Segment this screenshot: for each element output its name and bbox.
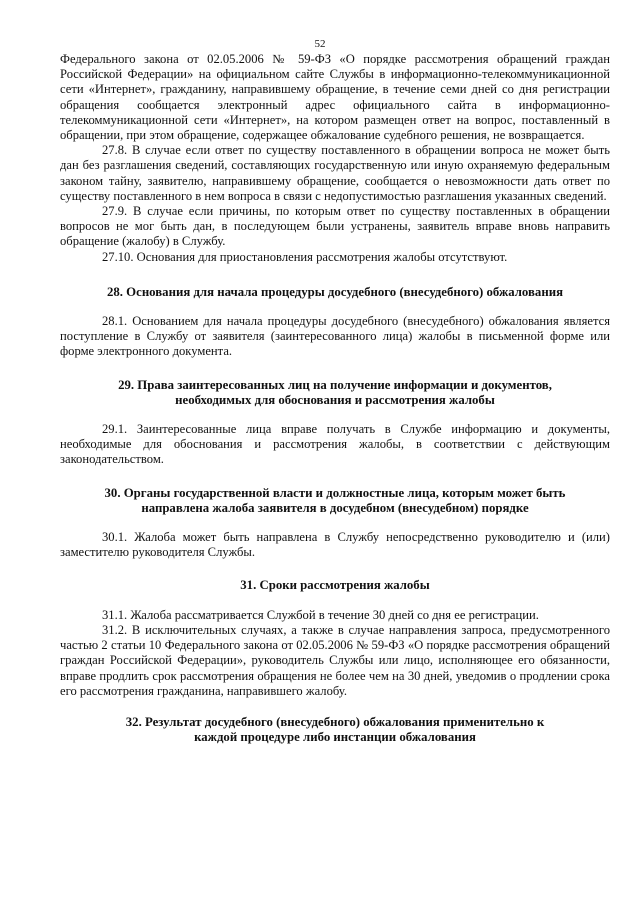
section-29-heading-line1: 29. Права заинтересованных лиц на получение информации и документов, [118,377,552,392]
section-30-heading-line2: направлена жалоба заявителя в досудебном (внесудебном) порядке [141,500,529,515]
paragraph-27-9: 27.9. В случае если причины, по которым ответ по существу поставленных в обращении вопросов не мог быть дан, в последующем были устранены, заявитель вправе вновь направить обращение (жалобу) в Службу. [60,204,610,249]
document-body [60,52,610,745]
page-number: 52 [314,38,326,50]
section-32-heading [60,715,610,745]
paragraph-27-8: 27.8. В случае если ответ по существу поставленного в обращении вопроса не может быть дан без разглашения сведений, составляющих государственную или иную охраняемую федеральным законом тайну, заявителю, направившему обращение, сообщается о невозможности дать ответ по существу поставленного в нем вопроса в связи с недопустимостью разглашения указанных сведений. [60,143,610,203]
section-29-heading-line2: необходимых для обоснования и рассмотрения жалобы [175,392,495,407]
section-30-heading-line1: 30. Органы государственной власти и должностные лица, которым может быть [104,485,566,500]
section-29-heading [60,378,610,408]
section-28-heading: 28. Основания для начала процедуры досудебного (внесудебного) обжалования [106,284,563,299]
intro-paragraph: Федерального закона от 02.05.2006 № 59-ФЗ «О порядке рассмотрения обращений граждан Российской Федерации» на официальном сайте Службы в информационно-телекоммуникационной сети «Интернет», гражданину, направившему обращение, в течение семи дней со дня регистрации обращения сообщается электронный адрес официального сайта в информационно-телекоммуникационной сети «Интернет», на котором размещен ответ на вопрос, поставленный в обращении, при этом обращение, содержащее обжалование судебного решения, не возвращается. [60,52,610,143]
section-30-heading [60,486,610,516]
section-32-heading-line2: каждой процедуре либо инстанции обжалования [194,730,476,745]
section-31-heading: 31. Сроки рассмотрения жалобы [240,578,430,593]
paragraph-31-2: 31.2. В исключительных случаях, а также в случае направления запроса, предусмотренного частью 2 статьи 10 Федерального закона от 02.05.2006 № 59-ФЗ «О порядке рассмотрения обращений граждан Российской Федерации», руководитель Службы или лицо, исполняющее его обязанности, вправе продлить срок рассмотрения обращения не более чем на 30 дней, уведомив о продлении срока его рассмотрения гражданина, направившего жалобу. [60,622,610,698]
paragraph-30-1: 30.1. Жалоба может быть направлена в Службу непосредственно руководителю и (или) заместителю руководителя Службы. [60,530,610,560]
section-32-heading-line1: 32. Результат досудебного (внесудебного) обжалования применительно к [125,714,545,729]
paragraph-27-10: 27.10. Основания для приостановления рассмотрения жалобы отсутствуют. [102,249,508,264]
paragraph-29-1: 29.1. Заинтересованные лица вправе получать в Службе информацию и документы, необходимые для обоснования и рассмотрения жалобы, в соответствии с действующим законодательством. [60,422,610,467]
paragraph-28-1: 28.1. Основанием для начала процедуры досудебного (внесудебного) обжалования является поступление в Службу от заявителя (заинтересованного лица) жалобы в письменной форме или форме электронного документа. [60,314,610,359]
paragraph-31-1: 31.1. Жалоба рассматривается Службой в течение 30 дней со дня ее регистрации. [102,607,539,622]
